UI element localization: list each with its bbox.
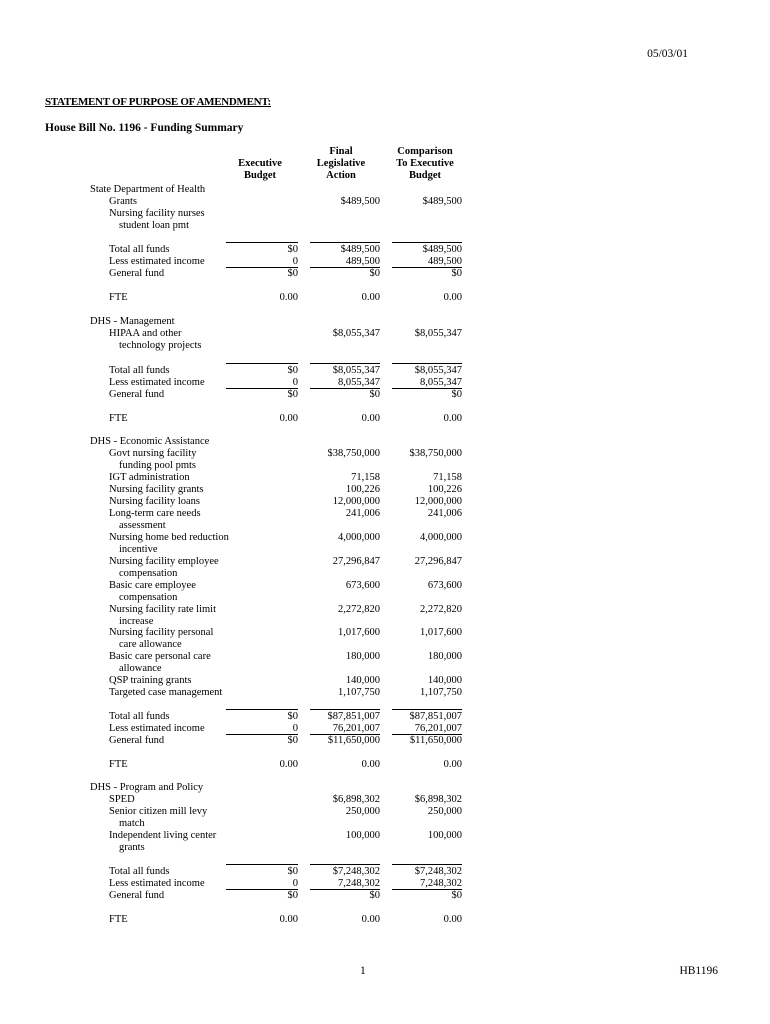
line-item-label: Nursing facility personal: [109, 627, 214, 638]
line-item-label: Nursing facility loans: [109, 496, 200, 507]
line-item-label: Govt nursing facility: [109, 448, 197, 459]
final-value: 1,107,750: [338, 687, 380, 698]
final-value: $489,500: [340, 244, 380, 255]
comparison-value: 0.00: [443, 914, 462, 925]
line-item-label: Nursing facility nurses: [109, 208, 205, 219]
comparison-value: 100,226: [427, 484, 462, 495]
final-value: 1,017,600: [338, 627, 380, 638]
line-item-label-continued: assessment: [119, 520, 166, 531]
line-item-label-continued: student loan pmt: [119, 220, 189, 231]
comparison-value: 71,158: [433, 472, 462, 483]
comparison-value: 241,006: [427, 508, 462, 519]
fte-label: FTE: [109, 413, 128, 424]
executive-value: 0: [292, 723, 298, 734]
comparison-value: 8,055,347: [420, 377, 462, 388]
line-item-label: Basic care personal care: [109, 651, 211, 662]
funding-summary-title: House Bill No. 1196 - Funding Summary: [45, 122, 244, 134]
executive-value: $0: [287, 244, 298, 255]
final-value: 76,201,007: [332, 723, 380, 734]
final-value: 71,158: [351, 472, 380, 483]
column-header-executive-budget: Executive Budget: [238, 158, 282, 181]
line-item-label: Targeted case management: [109, 687, 223, 698]
total-label: Less estimated income: [109, 256, 205, 267]
final-value: 0.00: [361, 914, 380, 925]
comparison-value: $6,898,302: [414, 794, 462, 805]
executive-value: $0: [287, 890, 298, 901]
final-value: 250,000: [345, 806, 380, 817]
final-value: 4,000,000: [338, 532, 380, 543]
line-item-label: IGT administration: [109, 472, 190, 483]
comparison-value: 0.00: [443, 413, 462, 424]
line-item-label-continued: care allowance: [119, 639, 182, 650]
final-value: 100,000: [345, 830, 380, 841]
comparison-value: 489,500: [427, 256, 462, 267]
total-label: Total all funds: [109, 866, 170, 877]
line-item-label: QSP training grants: [109, 675, 192, 686]
comparison-value: $8,055,347: [414, 328, 462, 339]
final-value: $0: [369, 268, 380, 279]
final-value: $8,055,347: [332, 328, 380, 339]
statement-title: STATEMENT OF PURPOSE OF AMENDMENT:: [45, 96, 271, 108]
final-value: $8,055,347: [332, 365, 380, 376]
group-heading: Grants: [109, 196, 137, 207]
final-value: $7,248,302: [332, 866, 380, 877]
comparison-value: 0.00: [443, 759, 462, 770]
total-label: Less estimated income: [109, 723, 205, 734]
final-value: 12,000,000: [332, 496, 380, 507]
final-value: $38,750,000: [327, 448, 380, 459]
executive-value: $0: [287, 711, 298, 722]
total-label: General fund: [109, 389, 165, 400]
column-header-comparison: Comparison To Executive Budget: [396, 146, 454, 181]
section-heading: DHS - Economic Assistance: [90, 436, 210, 447]
comparison-value: 4,000,000: [420, 532, 462, 543]
final-value: 241,006: [345, 508, 380, 519]
comparison-value: $11,650,000: [409, 735, 462, 746]
comparison-value: $0: [451, 890, 462, 901]
total-rule: [226, 709, 298, 710]
line-item-label: Senior citizen mill levy: [109, 806, 208, 817]
total-rule: [226, 864, 298, 865]
comparison-value: $0: [451, 268, 462, 279]
executive-value: 0.00: [279, 759, 298, 770]
final-value: $0: [369, 890, 380, 901]
line-item-label: SPED: [109, 794, 135, 805]
executive-value: 0.00: [279, 413, 298, 424]
comparison-value: 1,107,750: [420, 687, 462, 698]
line-item-label: HIPAA and other: [109, 328, 182, 339]
final-value: $489,500: [340, 196, 380, 207]
final-value: 180,000: [345, 651, 380, 662]
comparison-value: 180,000: [427, 651, 462, 662]
final-value: 2,272,820: [338, 604, 380, 615]
executive-value: $0: [287, 389, 298, 400]
final-value: 0.00: [361, 413, 380, 424]
executive-value: $0: [287, 866, 298, 877]
final-value: 8,055,347: [338, 377, 380, 388]
final-value: 100,226: [345, 484, 380, 495]
section-heading: DHS - Management: [90, 316, 175, 327]
fte-label: FTE: [109, 292, 128, 303]
section-heading: State Department of Health: [90, 184, 206, 195]
executive-value: 0.00: [279, 914, 298, 925]
total-rule: [310, 864, 380, 865]
executive-value: $0: [287, 735, 298, 746]
total-label: Less estimated income: [109, 377, 205, 388]
document-date: 05/03/01: [647, 48, 688, 60]
comparison-value: $7,248,302: [414, 866, 462, 877]
comparison-value: 250,000: [427, 806, 462, 817]
total-label: General fund: [109, 268, 165, 279]
line-item-label-continued: funding pool pmts: [119, 460, 197, 471]
final-value: 140,000: [345, 675, 380, 686]
total-label: Total all funds: [109, 244, 170, 255]
total-rule: [310, 242, 380, 243]
executive-value: 0: [292, 256, 298, 267]
total-rule: [392, 709, 462, 710]
comparison-value: 1,017,600: [420, 627, 462, 638]
comparison-value: $8,055,347: [414, 365, 462, 376]
line-item-label: Nursing home bed reduction: [109, 532, 229, 543]
total-rule: [392, 864, 462, 865]
final-value: 27,296,847: [332, 556, 380, 567]
total-label: General fund: [109, 735, 165, 746]
fte-label: FTE: [109, 759, 128, 770]
comparison-value: $38,750,000: [409, 448, 462, 459]
total-rule: [392, 363, 462, 364]
comparison-value: 76,201,007: [414, 723, 462, 734]
executive-value: 0: [292, 377, 298, 388]
total-label: Total all funds: [109, 711, 170, 722]
final-value: $0: [369, 389, 380, 400]
line-item-label-continued: allowance: [119, 663, 162, 674]
line-item-label: Nursing facility rate limit: [109, 604, 217, 615]
total-rule: [226, 242, 298, 243]
bill-code: HB1196: [679, 965, 718, 977]
fte-label: FTE: [109, 914, 128, 925]
final-value: 0.00: [361, 759, 380, 770]
line-item-label-continued: compensation: [119, 592, 178, 603]
comparison-value: 100,000: [427, 830, 462, 841]
comparison-value: $0: [451, 389, 462, 400]
executive-value: 0.00: [279, 292, 298, 303]
line-item-label-continued: match: [119, 818, 145, 829]
executive-value: $0: [287, 268, 298, 279]
line-item-label-continued: incentive: [119, 544, 158, 555]
total-label: Total all funds: [109, 365, 170, 376]
line-item-label-continued: technology projects: [119, 340, 202, 351]
final-value: 673,600: [345, 580, 380, 591]
total-rule: [310, 709, 380, 710]
comparison-value: $489,500: [422, 196, 462, 207]
line-item-label: Independent living center: [109, 830, 217, 841]
executive-value: 0: [292, 878, 298, 889]
page-number: 1: [360, 965, 366, 977]
total-label: General fund: [109, 890, 165, 901]
comparison-value: 7,248,302: [420, 878, 462, 889]
line-item-label: Long-term care needs: [109, 508, 201, 519]
comparison-value: $489,500: [422, 244, 462, 255]
total-rule: [310, 363, 380, 364]
comparison-value: 27,296,847: [414, 556, 462, 567]
final-value: 7,248,302: [338, 878, 380, 889]
comparison-value: $87,851,007: [409, 711, 462, 722]
line-item-label: Nursing facility grants: [109, 484, 204, 495]
final-value: $6,898,302: [332, 794, 380, 805]
line-item-label: Nursing facility employee: [109, 556, 219, 567]
line-item-label-continued: increase: [119, 616, 154, 627]
final-value: $87,851,007: [327, 711, 380, 722]
line-item-label-continued: compensation: [119, 568, 178, 579]
total-label: Less estimated income: [109, 878, 205, 889]
comparison-value: 12,000,000: [414, 496, 462, 507]
comparison-value: 673,600: [427, 580, 462, 591]
executive-value: $0: [287, 365, 298, 376]
comparison-value: 2,272,820: [420, 604, 462, 615]
total-rule: [392, 242, 462, 243]
final-value: 0.00: [361, 292, 380, 303]
comparison-value: 140,000: [427, 675, 462, 686]
line-item-label: Basic care employee: [109, 580, 196, 591]
comparison-value: 0.00: [443, 292, 462, 303]
section-heading: DHS - Program and Policy: [90, 782, 204, 793]
final-value: $11,650,000: [327, 735, 380, 746]
line-item-label-continued: grants: [119, 842, 145, 853]
final-value: 489,500: [345, 256, 380, 267]
column-header-final-legislative-action: Final Legislative Action: [316, 146, 366, 181]
total-rule: [226, 363, 298, 364]
